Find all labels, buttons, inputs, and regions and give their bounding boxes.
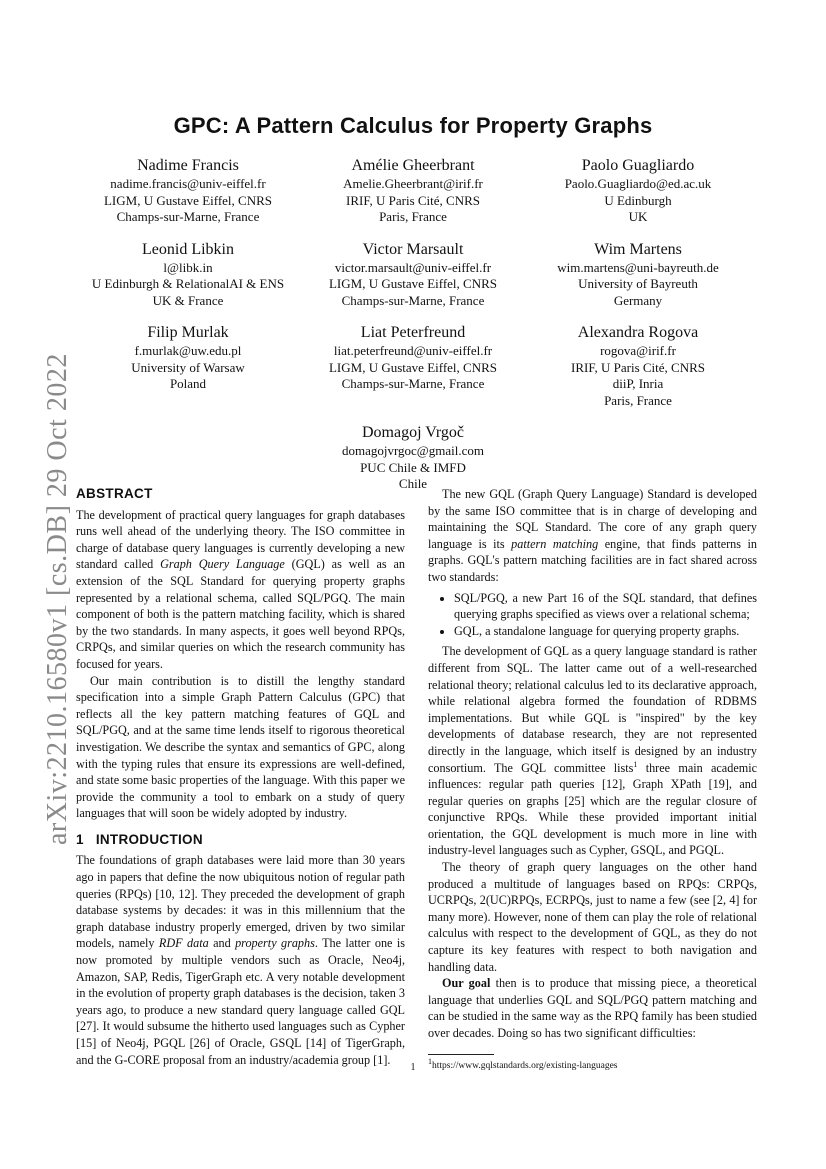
author-location: Champs-sur-Marne, France <box>341 376 485 391</box>
author-email: liat.peterfreund@univ-eiffel.fr <box>333 343 493 358</box>
author <box>526 323 750 409</box>
author-email: nadime.francis@univ-eiffel.fr <box>110 176 266 191</box>
body-paragraph: The development of GQL as a query language standard is rather different from SQL. The latter came out of a well-researched relational theory; relational calculus led to its declarative approach, while relational algebra formed the foundation of RDBMS implementations. But while GQL is "inspired" by the key developments of database research, they are not represented directly in the language, which itself is designed by an industry consortium. The GQL committee lists$^1$ three main academic influences: regular path queries [12], Graph XPath [19], and regular queries on graphs [25] which are the regular closure of conjunctive RPQs. While these provided important initial orientation, the GQL development is much more in line with industry-level languages such as Cypher, GSQL, and PGQL. <box>428 644 757 858</box>
author-location: UK <box>628 209 648 224</box>
author <box>301 423 525 493</box>
author <box>526 156 750 226</box>
author-affiliation: PUC Chile & IMFD <box>360 459 466 475</box>
author-name: Amélie Gheerbrant <box>351 157 475 174</box>
footnote-marker: 1 <box>633 759 638 769</box>
author-affiliation: LIGM, U Gustave Eiffel, CNRS <box>103 192 273 208</box>
author-location: Germany <box>613 292 663 308</box>
author-name: Nadime Francis <box>137 157 239 174</box>
author-row <box>76 323 750 409</box>
author-location: Chile <box>398 476 428 491</box>
footnote-link: https://www.gqlstandards.org/existing-languages <box>432 1060 618 1071</box>
author-name: Domagoj Vrgoč <box>362 424 464 441</box>
author-email: rogova@irif.fr <box>600 343 676 358</box>
arxiv-id: arXiv:2210.16580v1 [cs.DB] 29 Oct 2022 <box>42 353 73 845</box>
author-affiliation: U Edinburgh <box>604 192 672 208</box>
author-location: Paris, France <box>379 209 447 224</box>
author <box>526 240 750 310</box>
author <box>76 323 300 409</box>
arxiv-watermark <box>0 0 73 1169</box>
author <box>76 156 300 226</box>
author-affiliation: IRIF, U Paris Cité, CNRS <box>570 359 706 375</box>
list-item: • GQL, a standalone language for querying property graphs. <box>454 623 757 640</box>
standards-list <box>428 590 757 640</box>
author-email: wim.martens@uni-bayreuth.de <box>557 259 719 275</box>
abstract-heading: ABSTRACT <box>76 486 153 501</box>
intro-paragraph: The foundations of graph databases were laid more than 30 years ago in papers that define the now ubiquitous notion of regular path queries (RPQs) [10, 12]. They preceded the development of graph database systems by decades: it was in this millennium that the graph database industry properly emerged, driven by two similar models, namely RDF data and property graphs. The latter one is now promoted by multiple vendors such as Oracle, Neo4j, Amazon, SAP, Redis, TigerGraph etc. A very notable development in the evolution of property graph databases is the decision, taken 3 years ago, to produce a new standard query language called GQL [27]. It would subsume the hitherto used languages such as Cypher [15] of Neo4j, PGQL [26] of Oracle, GSQL [14] of TigerGraph, and the G-CORE proposal from an industry/academia group [1]. <box>76 853 405 1067</box>
author-name: Alexandra Rogova <box>577 324 699 341</box>
author-affiliation: LIGM, U Gustave Eiffel, CNRS <box>328 359 498 375</box>
author-location: Champs-sur-Marne, France <box>341 292 485 308</box>
author-name: Liat Peterfreund <box>360 324 466 341</box>
author-location: Champs-sur-Marne, France <box>116 209 260 224</box>
left-column <box>76 486 405 1068</box>
author-email: l@libk.in <box>163 259 213 275</box>
author-name: Paolo Guagliardo <box>581 157 695 174</box>
author-location: UK & France <box>152 292 224 308</box>
author-affiliation: LIGM, U Gustave Eiffel, CNRS <box>328 276 498 291</box>
author-affiliation: University of Bayreuth <box>578 276 698 291</box>
author-email: domagojvrgoc@gmail.com <box>341 443 485 458</box>
author-email: f.murlak@uw.edu.pl <box>134 343 242 358</box>
author-location: Poland <box>169 376 207 391</box>
author-row <box>76 240 750 310</box>
paper-title: GPC: A Pattern Calculus for Property Graphs <box>173 113 653 138</box>
author-affiliation: U Edinburgh & RelationalAI & ENS <box>91 276 285 291</box>
author-name: Leonid Libkin <box>142 240 234 258</box>
author <box>76 240 300 310</box>
body-paragraph: The new GQL (Graph Query Language) Standard is developed by the same ISO committee that is in charge of developing and maintaining the SQL Standard. The core of any graph query language is its pattern matching engine, that finds patterns in graphs. GQL's pattern matching facilities are in fact shared across two standards: <box>428 487 757 584</box>
author <box>301 240 525 310</box>
list-item: • SQL/PGQ, a new Part 16 of the SQL standard, that defines querying graphs specified as views over a relational schema; <box>454 590 757 623</box>
author-name: Victor Marsault <box>362 240 464 258</box>
author-block <box>76 156 750 507</box>
author-name: Wim Martens <box>594 240 682 258</box>
author-row <box>76 156 750 226</box>
author <box>301 323 525 409</box>
abstract-paragraph: Our main contribution is to distill the lengthy standard specification into a simple Graph Pattern Calculus (GPC) that reflects all the key pattern matching features of GQL and SQL/PGQ, and at the same time lends itself to rigorous theoretical investigation. We describe the syntax and semantics of GPC, along with the typing rules that ensure its expressions are well-defined, and state some basic properties of the language. With this paper we provide the community a tool to embark on a study of query languages that will soon be widely adopted by industry. <box>76 673 405 821</box>
author-name: Filip Murlak <box>147 324 229 341</box>
author-location: Paris, France <box>604 392 672 408</box>
abstract-paragraph: The development of practical query languages for graph databases runs well ahead of the underlying theory. The ISO committee in charge of database query languages is currently developing a new standard called Graph Query Language (GQL) as well as an extension of the SQL Standard for querying property graphs represented by a relational schema, called SQL/PGQ. The main component of both is the pattern matching facility, which is shared by the two standards. In many aspects, it goes well beyond RPQs, CRPQs, and similar queries on which the research community has focused for years. <box>76 507 405 671</box>
author-email: Paolo.Guagliardo@ed.ac.uk <box>564 176 712 191</box>
body-paragraph: Our goal then is to produce that missing piece, a theoretical language that underlies GQL and SQL/PGQ pattern matching and can be studied in the same way as the RPQ family has been studied over decades. Doing so has two significant difficulties: <box>428 976 757 1040</box>
footnote-divider <box>428 1054 494 1055</box>
author-affiliation-2: diiP, Inria <box>612 376 664 391</box>
body-paragraph: The theory of graph query languages on the other hand produced a multitude of languages based on RPQs: CRPQs, UCRPQs, 2(UC)RPQs, ECRPQs, just to name a few (see [2, 4] for many more). However, none of them can play the role of relational calculus with respect to the development of GQL, as they do not capture its key features with respect to both navigation and handling data. <box>428 860 757 974</box>
author-affiliation: IRIF, U Paris Cité, CNRS <box>345 192 481 208</box>
author-affiliation: University of Warsaw <box>131 359 245 375</box>
author-email: victor.marsault@univ-eiffel.fr <box>334 259 492 275</box>
author-row <box>76 423 750 493</box>
author-email: Amelie.Gheerbrant@irif.fr <box>343 176 483 191</box>
intro-heading: 1 INTRODUCTION <box>76 831 203 847</box>
page-number: 1 <box>410 1062 416 1073</box>
footnote: $^1$https://www.gqlstandards.org/existing-languages <box>428 1056 618 1071</box>
author <box>301 156 525 226</box>
right-column <box>428 486 757 1072</box>
